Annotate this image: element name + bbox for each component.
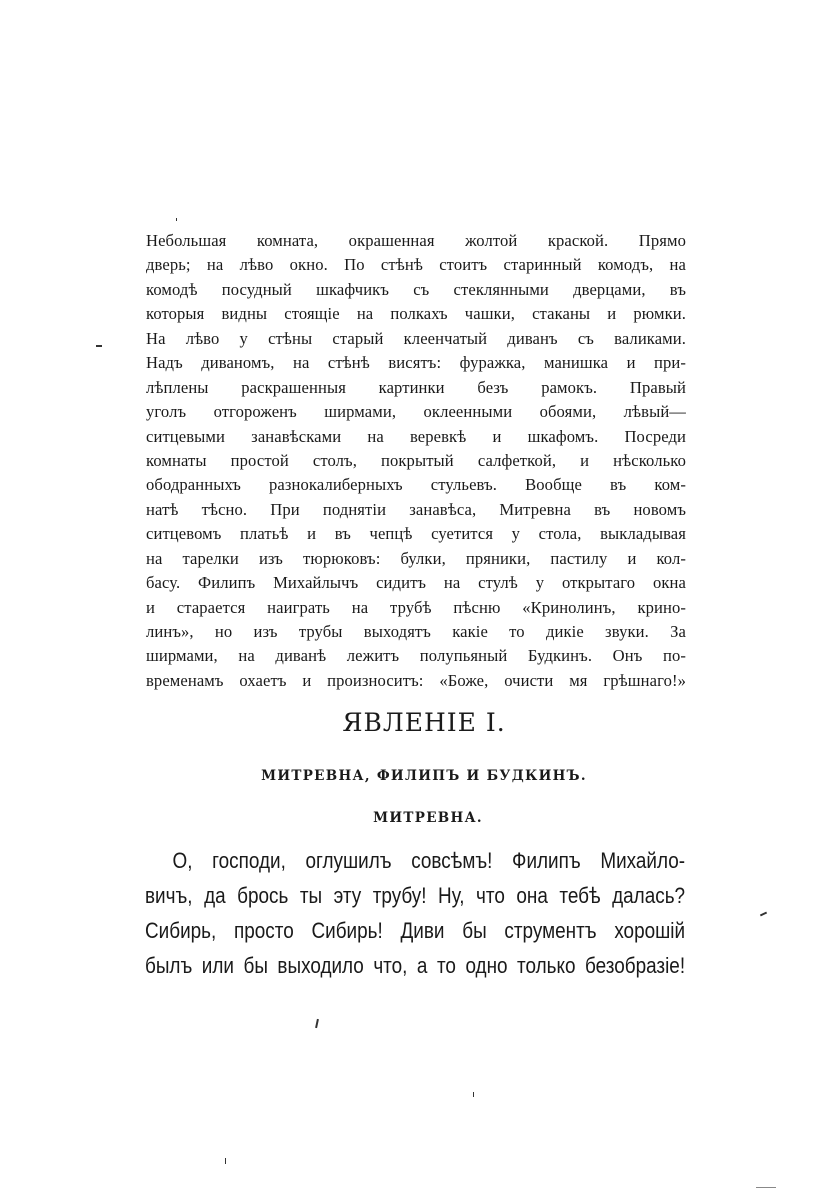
scan-speck: [176, 218, 177, 221]
stage-direction-line: которыя видны стоящіе на полкахъ чашки, стаканы и рюмки.: [146, 304, 686, 324]
stage-direction-line: Надъ диваномъ, на стѣнѣ висятъ: фуражка, манишка и при-: [146, 353, 686, 373]
stage-direction-line: линъ», но изъ трубы выходятъ какіе то дикіе звуки. За: [146, 622, 686, 641]
stage-direction-line: ситцевыми занавѣсками на веревкѣ и шкафомъ. Посреди: [146, 426, 686, 446]
stage-direction-line: комнаты простой столъ, покрытый салфеткой, и нѣсколько: [146, 450, 686, 470]
stage-direction-line: временамъ охаетъ и произноситъ: «Боже, очисти мя грѣшнаго!»: [146, 670, 686, 690]
stage-direction-line: Небольшая комната, окрашенная жолтой краской. Прямо: [146, 231, 686, 250]
stage-direction-line: ширмами, на диванѣ лежитъ полупьяный Будкинъ. Онъ по-: [146, 646, 686, 666]
stage-direction-line: ободранныхъ разнокалиберныхъ стульевъ. Вообще въ ком-: [146, 475, 686, 495]
stage-direction-line: комодѣ посудный шкафчикъ съ стеклянными дверцами, въ: [146, 279, 686, 299]
stage-directions: [146, 229, 686, 693]
stage-direction-line: На лѣво у стѣны старый клеенчатый диванъ съ валиками.: [146, 328, 686, 348]
speech-line: Сибирь, просто Сибирь! Диви бы струментъ хорошій: [145, 918, 686, 943]
scan-speck: [756, 1187, 776, 1188]
speaker-name: МИТРЕВНА.: [373, 810, 483, 826]
stage-direction-line: басу. Филипъ Михайлычъ сидитъ на стулѣ у открытаго окна: [146, 573, 686, 593]
stage-direction-line: уголъ отгороженъ ширмами, оклеенными обоями, лѣвый—: [146, 402, 686, 422]
stage-direction-line: ситцевомъ платьѣ и въ чепцѣ суетится у стола, выкладывая: [146, 524, 686, 544]
stage-direction-line: лѣплены раскрашенныя картинки безъ рамокъ. Правый: [146, 377, 686, 397]
scan-speck: [760, 912, 767, 917]
character-list: МИТРЕВНА, ФИЛИПЪ И БУДКИНЪ.: [261, 768, 587, 784]
stage-direction-line: на тарелки изъ тюрюковъ: булки, пряники, пастилу и кол-: [146, 548, 686, 568]
scan-speck: [96, 345, 102, 347]
scan-speck: [315, 1019, 319, 1028]
speech-line: былъ или бы выходило что, а то одно только безобразіе!: [145, 953, 686, 978]
stage-direction-line: дверь; на лѣво окно. По стѣнѣ стоитъ старинный комодъ, на: [146, 255, 686, 275]
speech-line: О, господи, оглушилъ совсѣмъ! Филипъ Михайло-: [172, 848, 686, 873]
scan-speck: [473, 1092, 474, 1097]
scene-title: ЯВЛЕНІЕ І.: [342, 708, 506, 737]
scan-speck: [225, 1158, 226, 1164]
stage-direction-line: натѣ тѣсно. При поднятіи занавѣса, Митревна въ новомъ: [146, 499, 686, 519]
speech-line: вичъ, да брось ты эту трубу! Ну, что она тебѣ далась?: [145, 883, 686, 908]
speech-block: [145, 843, 686, 983]
stage-direction-line: и старается наиграть на трубѣ пѣсню «Кринолинъ, крино-: [146, 597, 686, 617]
